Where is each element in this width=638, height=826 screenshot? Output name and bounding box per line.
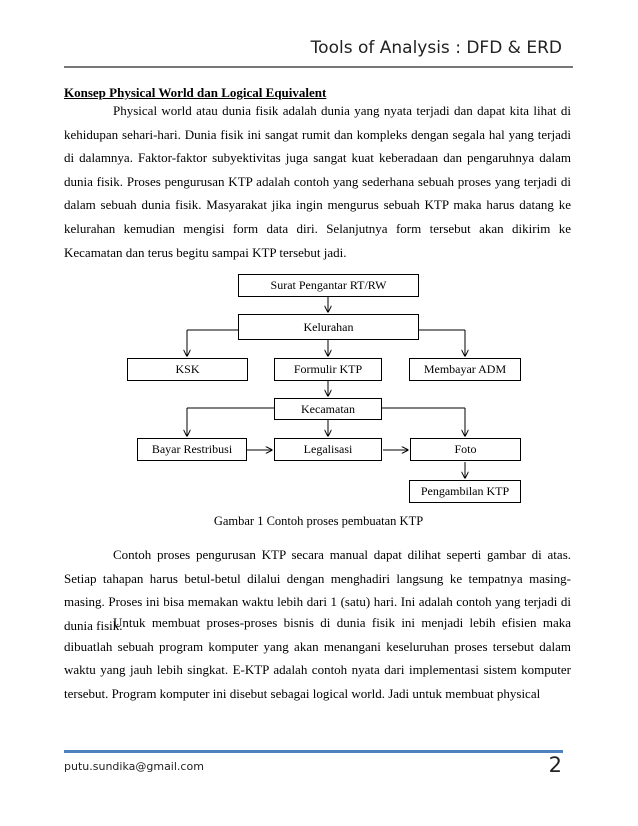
paragraph-efisien-tail: Program komputer ini disebut sebagai logical world. Jadi untuk membuat physical [111,685,541,701]
section-title: Konsep Physical World dan Logical Equivalent [64,85,327,100]
paragraph-efisien [64,611,571,705]
box-kecamatan: Kecamatan [274,398,382,420]
box-kelurahan: Kelurahan [238,314,419,340]
footer-divider [64,750,563,753]
paragraph-physical-world: Physical world atau dunia fisik adalah dunia yang nyata terjadi dan dapat kita lihat di kehidupan sehari-hari. Dunia fisik ini sangat rumit dan kompleks dengan segala hal yang terjadi di dalamnya. Faktor-faktor subyektivitas juga sangat kuat keberadaan dan pengaruhnya dalam dunia fisik. Proses pengurusan KTP adalah contoh yang sederhana sebuah proses yang terjadi di dalam sebuah dunia fisik. Masyarakat jika ingin mengurus sebuah KTP maka harus datang ke kelurahan kemudian mengisi form data diri. Selanjutnya form tersebut akan dikirim ke Kecamatan dan terus begitu sampai KTP tersebut jadi. [64,103,571,260]
page-number: 2 [548,753,562,777]
box-formulir-ktp: Formulir KTP [274,358,382,381]
box-foto: Foto [410,438,521,461]
box-surat-pengantar: Surat Pengantar RT/RW [238,274,419,297]
box-ksk: KSK [127,358,248,381]
paragraph-efisien-body: Untuk membuat proses-proses bisnis di dunia fisik ini menjadi lebih efisien maka dibuatlah sebuah program komputer yang akan menangani keseluruhan proses tersebut dalam waktu yang jauh lebih singkat. E-KTP adalah contoh nyata dari implementasi sistem komputer tersebut. [64,615,571,701]
box-bayar-restribusi: Bayar Restribusi [137,438,247,461]
box-membayar-adm: Membayar ADM [409,358,521,381]
page-header-title: Tools of Analysis : DFD & ERD [310,38,562,58]
paragraph-contoh-proses: Contoh proses pengurusan KTP secara manual dapat dilihat seperti gambar di atas. Setiap tahapan harus betul-betul dilalui dengan menghadiri langsung ke tempatnya masing-masing. Proses ini bisa memakan waktu lebih dari 1 (satu) hari. Ini adalah contoh yang terjadi di dunia fisik. [64,547,571,633]
box-legalisasi: Legalisasi [274,438,382,461]
box-pengambilan-ktp: Pengambilan KTP [409,480,521,503]
footer-email: putu.sundika@gmail.com [64,760,204,773]
figure-caption: Gambar 1 Contoh proses pembuatan KTP [213,514,424,528]
